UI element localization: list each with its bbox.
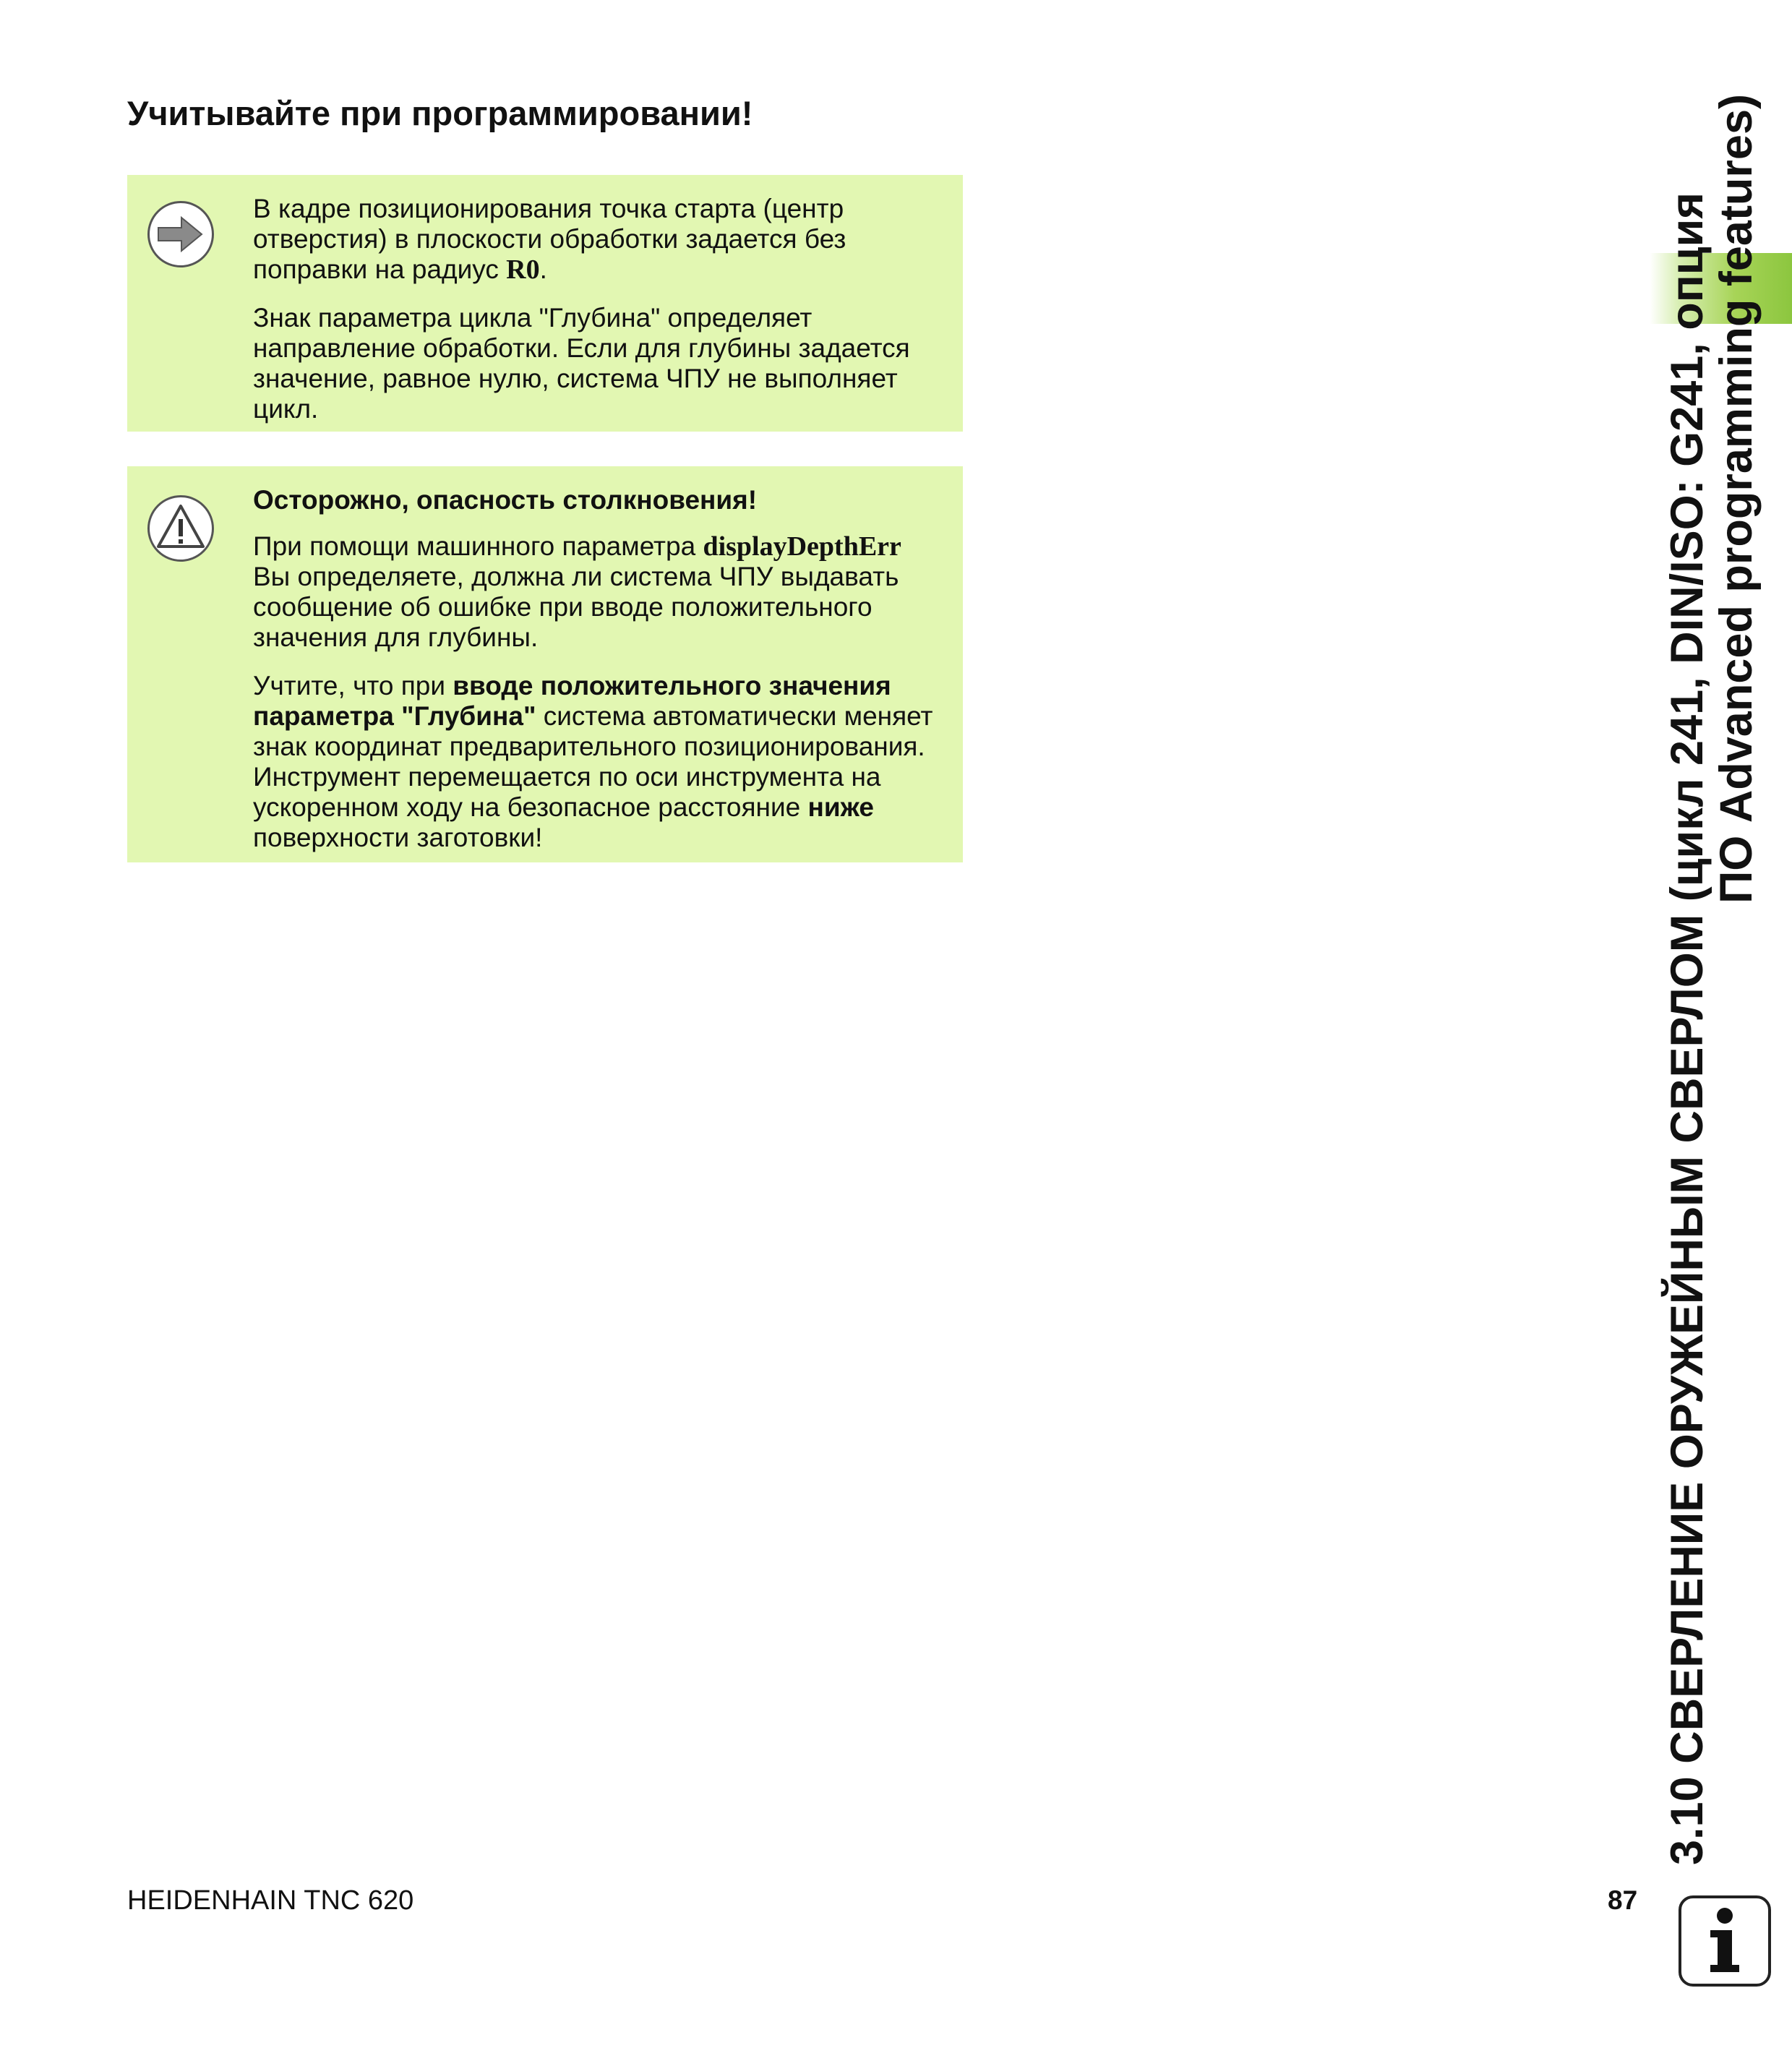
chapter-side-title: [1663, 94, 1761, 1865]
footer-product: HEIDENHAIN TNC 620: [127, 1885, 414, 1916]
warning-paragraph-1: При помощи машинного параметра displayDepthErr Вы определяете, должна ли система ЧПУ выдавать сообщение об ошибке при вводе положительного значения для глубины.: [253, 531, 901, 652]
note-paragraph-2: Знак параметра цикла "Глубина" определяет направление обработки. Если для глубины задается значение, равное нулю, система ЧПУ не выполняет цикл.: [253, 303, 910, 424]
page-heading: Учитывайте при программировании!: [127, 94, 753, 132]
note-box: [127, 175, 963, 432]
side-title-line-2: ПО Advanced programming features): [1711, 94, 1762, 904]
page-number: 87: [1608, 1885, 1638, 1915]
warning-paragraph-2: Учтите, что при вводе положительного значения параметра "Глубина" система автоматически меняет знак координат предварительного позиционирования. Инструмент перемещается по оси инструмента на ускоренном ходу на безопасное расстояние ниже поверхности заготовки!: [253, 671, 933, 852]
info-icon: [1679, 1895, 1771, 1987]
note-paragraph-1: В кадре позиционирования точка старта (центр отверстия) в плоскости обработки задается без поправки на радиус R0.: [253, 194, 846, 285]
warning-triangle-icon: [147, 495, 214, 562]
arrow-right-icon: [147, 201, 214, 267]
warning-title: Осторожно, опасность столкновения!: [253, 485, 758, 515]
warning-code-param: displayDepthErr: [703, 531, 901, 562]
note-code-r0: R0: [506, 254, 540, 285]
warning-box: [127, 466, 963, 862]
side-title-line-1: 3.10 СВЕРЛЕНИЕ ОРУЖЕЙНЫМ СВЕРЛОМ (цикл 241, DIN/ISO: G241, опция: [1662, 192, 1712, 1865]
